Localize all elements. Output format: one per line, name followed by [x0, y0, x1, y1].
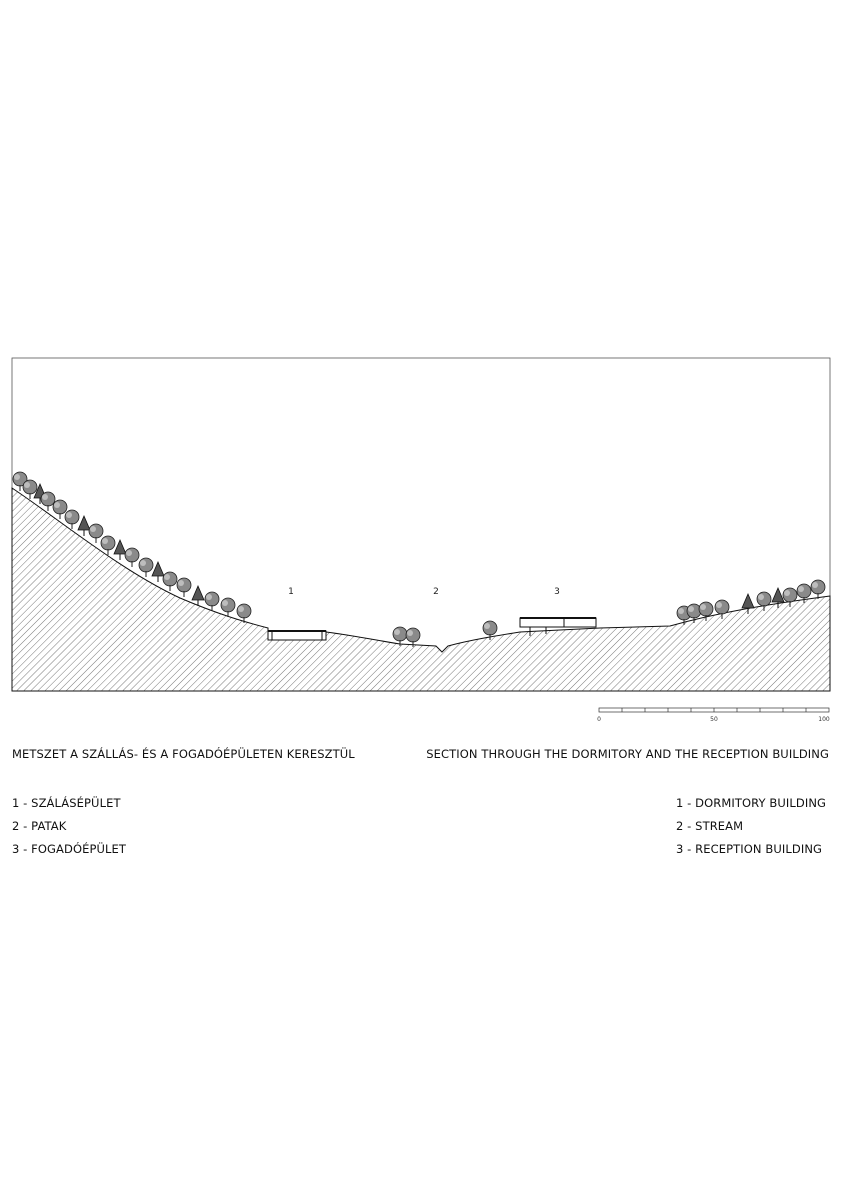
hu-title: METSZET A SZÁLLÁS- ÉS A FOGADÓÉPÜLETEN KERESZTÜL [12, 747, 355, 761]
label-2: 2 [433, 587, 439, 597]
en-title: SECTION THROUGH THE DORMITORY AND THE RECEPTION BUILDING [426, 747, 829, 761]
terrain-section [12, 488, 830, 691]
dormitory-building [268, 631, 326, 640]
legend-hu-item-3: 3 - FOGADÓÉPÜLET [12, 842, 127, 856]
scale-tick-100: 100 [818, 716, 830, 723]
legend-en-item-3: 3 - RECEPTION BUILDING [676, 842, 823, 856]
legend-en-item-1: 1 - DORMITORY BUILDING [676, 796, 827, 810]
scale-tick-50: 50 [710, 716, 718, 723]
legend-hu-item-2: 2 - PATAK [12, 819, 67, 833]
scale-tick-0: 0 [597, 716, 601, 723]
label-3: 3 [554, 587, 560, 597]
legend-en-item-2: 2 - STREAM [676, 819, 744, 833]
label-1: 1 [288, 587, 294, 597]
legend-hu-item-1: 1 - SZÁLÁSÉPÜLET [12, 796, 121, 810]
scale-bar [597, 708, 830, 723]
